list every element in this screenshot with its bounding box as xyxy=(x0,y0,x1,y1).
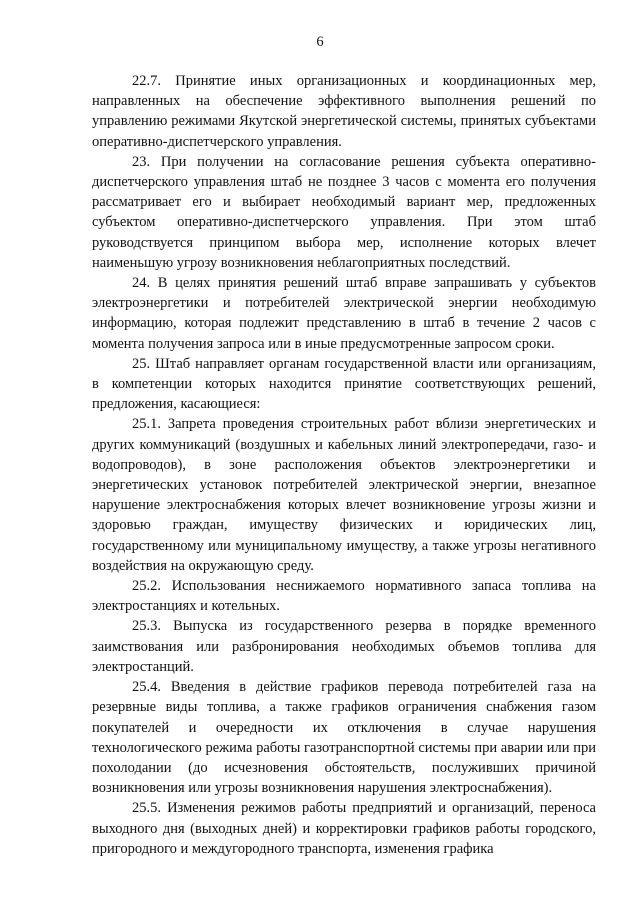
paragraph-25-3: 25.3. Выпуска из государственного резерва в порядке временного заимствования или разбронирования необходимых объемов топлива для электростанций. xyxy=(92,618,596,675)
paragraph-25-1: 25.1. Запрета проведения строительных работ вблизи энергетических и других коммуникаций (воздушных и кабельных линий электропередачи, газо- и водопроводов), в зоне расположения объектов электроэнергетики и энергетических установок потребителей электрической энергии, внезапное нарушение электроснабжения которых влечет возникновение угрозы жизни и здоровью граждан, имуществу физических и юридических лиц, государственному или муниципальному имуществу, а также угрозы негативного воздействия на окружающую среду. xyxy=(92,416,596,574)
document-body xyxy=(92,71,596,859)
paragraph-25: 25. Штаб направляет органам государственной власти или организациям, в компетенции которых находится принятие соответствующих решений, предложения, касающиеся: xyxy=(92,355,596,413)
page-number: 6 xyxy=(316,34,324,50)
paragraph-24: 24. В целях принятия решений штаб вправе запрашивать у субъектов электроэнергетики и потребителей электрической энергии необходимую информацию, которая подлежит представлению в штаб в течение 2 часов с момента получения запроса или в иные предусмотренные запросом сроки. xyxy=(92,275,596,352)
paragraph-25-5: 25.5. Изменения режимов работы предприятий и организаций, переноса выходного дня (выходных дней) и корректировки графиков работы городского, пригородного и междугородного транспорта, изменения графика xyxy=(92,800,596,857)
paragraph-23: 23. При получении на согласование решения субъекта оперативно-диспетчерского управления штаб не позднее 3 часов с момента его получения рассматривает его и выбирает необходимый вариант мер, предложенных субъектом оперативно-диспетчерского управления. При этом штаб руководствуется принципом выбора мер, исполнение которых влечет наименьшую угрозу возникновения неблагоприятных последствий. xyxy=(92,153,596,271)
paragraph-22-7: 22.7. Принятие иных организационных и координационных мер, направленных на обеспечение эффективного выполнения решений по управлению режимами Якутской энергетической системы, принятых субъектами оперативно-диспетчерского управления. xyxy=(92,73,596,150)
paragraph-25-4: 25.4. Введения в действие графиков перевода потребителей газа на резервные виды топлива, а также графиков ограничения снабжения газом покупателей и очередности их отключения в случае нарушения технологического режима работы газотранспортной системы при аварии или при похолодании (до исчезновения обстоятельств, послуживших причиной возникновения или угрозы возникновения нарушения электроснабжения). xyxy=(92,679,596,797)
paragraph-25-2: 25.2. Использования неснижаемого нормативного запаса топлива на электростанциях и котельных. xyxy=(92,578,596,615)
